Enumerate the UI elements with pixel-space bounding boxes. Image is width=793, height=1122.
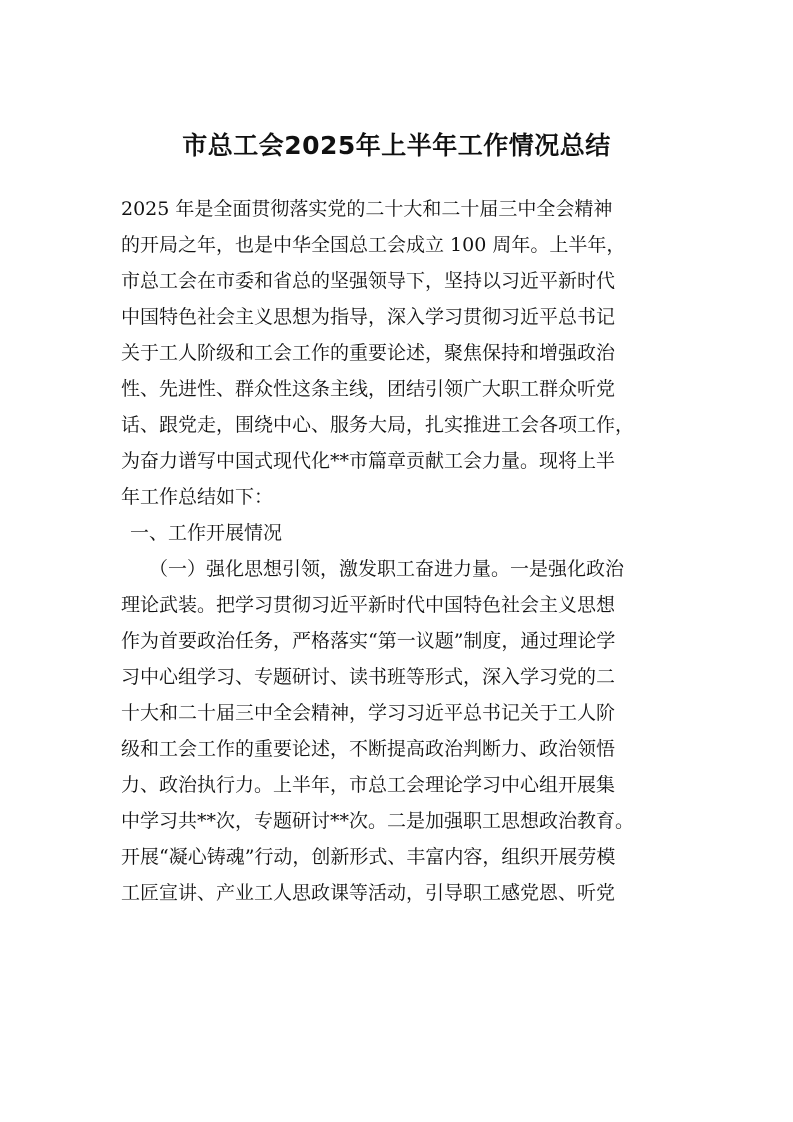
- document-body: [121, 191, 676, 911]
- body-line: 为奋力谱写中国式现代化**市篇章贡献工会力量。现将上半: [121, 450, 616, 472]
- body-line: 力、政治执行力。上半年，市总工会理论学习中心组开展集: [121, 774, 616, 796]
- body-line: 中学习共**次，专题研讨**次。二是加强职工思想政治教育。: [121, 810, 635, 832]
- body-line: 关于工人阶级和工会工作的重要论述，聚焦保持和增强政治: [121, 342, 616, 364]
- body-line: （一）强化思想引领，激发职工奋进力量。一是强化政治: [149, 558, 625, 580]
- body-line: 话、跟党走，围绕中心、服务大局，扎实推进工会各项工作，: [121, 414, 635, 436]
- body-line: 级和工会工作的重要论述，不断提高政治判断力、政治领悟: [121, 738, 616, 760]
- body-line: 市总工会在市委和省总的坚强领导下，坚持以习近平新时代: [121, 270, 616, 292]
- body-line: 的开局之年，也是中华全国总工会成立 100 周年。上半年，: [121, 234, 626, 256]
- body-line: 2025 年是全面贯彻落实党的二十大和二十届三中全会精神: [121, 198, 613, 220]
- body-line: 工匠宣讲、产业工人思政课等活动，引导职工感党恩、听党: [121, 882, 616, 904]
- body-line: 性、先进性、群众性这条主线，团结引领广大职工群众听党: [121, 378, 616, 400]
- body-line: 开展“凝心铸魂”行动，创新形式、丰富内容，组织开展劳模: [121, 846, 616, 868]
- body-line: 理论武装。把学习贯彻习近平新时代中国特色社会主义思想: [121, 594, 616, 616]
- section-heading: 一、工作开展情况: [130, 522, 283, 544]
- body-line: 年工作总结如下：: [121, 486, 274, 508]
- body-line: 作为首要政治任务，严格落实“第一议题”制度，通过理论学: [121, 630, 616, 652]
- body-line: 中国特色社会主义思想为指导，深入学习贯彻习近平总书记: [121, 306, 616, 328]
- body-line: 习中心组学习、专题研讨、读书班等形式，深入学习党的二: [121, 666, 616, 688]
- body-line: 十大和二十届三中全会精神，学习习近平总书记关于工人阶: [121, 702, 616, 724]
- document-title: 市总工会2025年上半年工作情况总结: [182, 131, 611, 160]
